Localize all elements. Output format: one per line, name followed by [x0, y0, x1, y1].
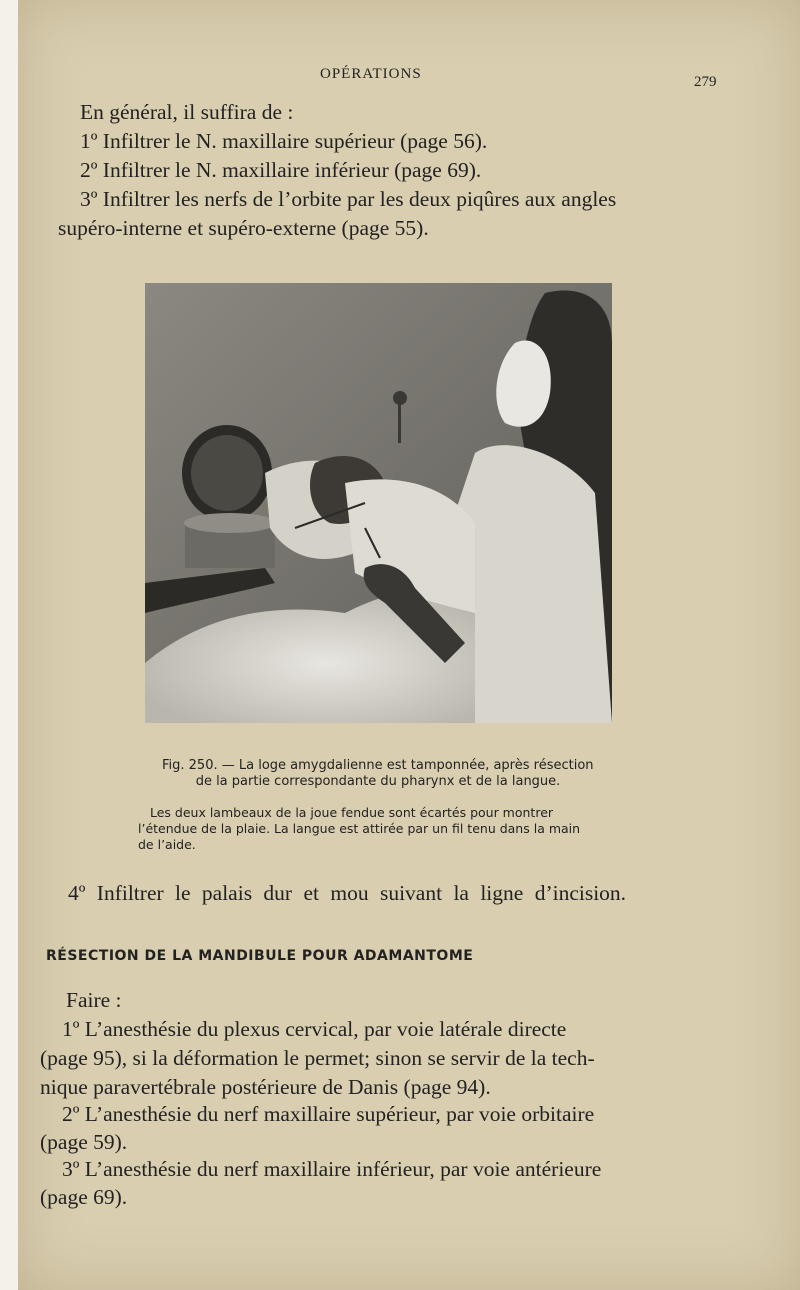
figure-photo [145, 283, 612, 723]
intro-item-4: 4º Infiltrer le palais dur et mou suivant la ligne d’incision. [68, 881, 627, 905]
section-lead: Faire : [66, 988, 122, 1012]
figure-note [138, 805, 618, 853]
running-header: OPÉRATIONS [320, 66, 422, 82]
figure-note-line3: de l’aide. [138, 837, 196, 852]
figure-caption-line1: Fig. 250. — La loge amygdalienne est tamponnée, après résection [162, 758, 594, 773]
section-item-3-line1: 3º L’anesthésie du nerf maxillaire inférieur, par voie antérieure [62, 1157, 602, 1181]
figure-caption-line2: de la partie correspondante du pharynx et de la langue. [195, 774, 561, 789]
book-page [18, 0, 800, 1290]
section-item-1-line2: (page 95), si la déformation le permet; sinon se servir de la tech- [40, 1046, 595, 1070]
intro-item-2: 2º Infiltrer le N. maxillaire inférieur (page 69). [80, 158, 482, 182]
section-item-3-line2: (page 69). [40, 1185, 128, 1209]
intro-item-1: 1º Infiltrer le N. maxillaire supérieur (page 56). [80, 129, 488, 153]
section-item-1-line1: 1º L’anesthésie du plexus cervical, par voie latérale directe [62, 1017, 567, 1041]
intro-lead: En général, il suffira de : [80, 100, 294, 124]
page-number: 279 [694, 74, 717, 90]
section-heading: RÉSECTION DE LA MANDIBULE POUR ADAMANTOME [46, 948, 474, 964]
intro-item-3-line2: supéro-interne et supéro-externe (page 55). [58, 216, 429, 240]
figure-caption [138, 758, 618, 790]
figure-note-line2: l’étendue de la plaie. La langue est attirée par un fil tenu dans la main [138, 821, 581, 836]
section-item-1-line3: nique paravertébrale postérieure de Danis (page 94). [40, 1075, 491, 1099]
surgery-photo-illustration [145, 283, 612, 723]
intro-item-3-line1: 3º Infiltrer les nerfs de l’orbite par les deux piqûres aux angles [80, 187, 617, 211]
section-item-2-line2: (page 59). [40, 1130, 128, 1154]
section-item-2-line1: 2º L’anesthésie du nerf maxillaire supérieur, par voie orbitaire [62, 1102, 595, 1126]
figure-note-line1: Les deux lambeaux de la joue fendue sont écartés pour montrer [150, 805, 554, 820]
